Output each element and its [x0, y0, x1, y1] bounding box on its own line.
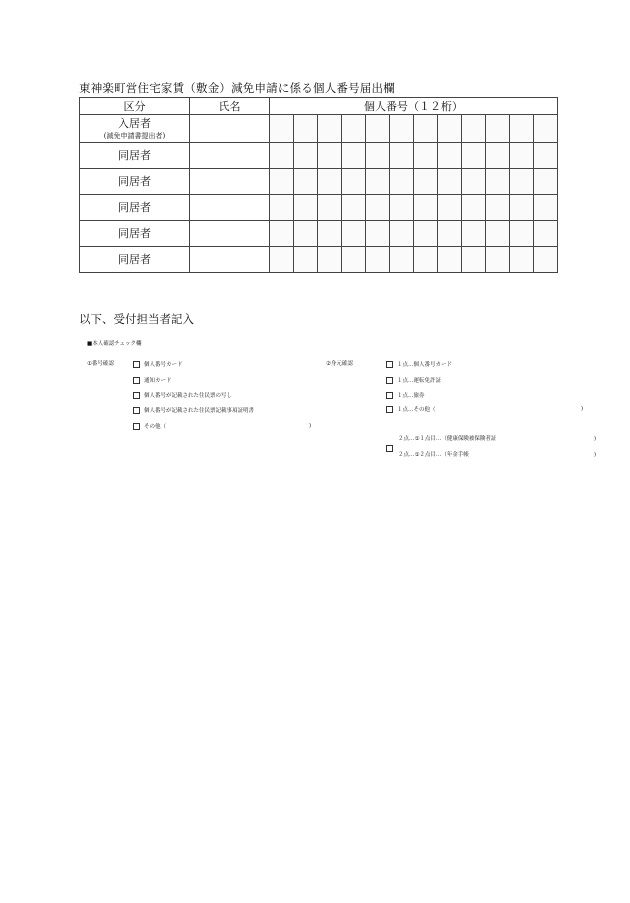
row-category [80, 169, 190, 195]
identity-check-option-label: １点…旅券 [397, 393, 425, 399]
number-check-label: ①番号確認 [87, 361, 114, 367]
checkbox[interactable] [386, 377, 393, 384]
table-row [80, 115, 558, 143]
digit-cell[interactable] [414, 247, 438, 273]
digit-cell[interactable] [366, 247, 390, 273]
digit-cell[interactable] [510, 169, 534, 195]
identity-check-option[interactable] [386, 361, 452, 369]
identity-check-option-label: １点…運転免許証 [397, 378, 442, 384]
digit-cell[interactable] [294, 169, 318, 195]
form-title: 東神楽町営住宅家賃（敷金）減免申請に係る個人番号届出欄 [79, 81, 395, 95]
digit-cell[interactable] [342, 195, 366, 221]
identity-check-option-label: １点…個人番号カード [397, 362, 453, 368]
digit-cell[interactable] [486, 247, 510, 273]
digit-cell[interactable] [438, 221, 462, 247]
digit-cell[interactable] [318, 143, 342, 169]
digit-cell[interactable] [534, 247, 558, 273]
digit-cell[interactable] [462, 221, 486, 247]
header-category: 区分 [80, 98, 190, 115]
digit-cell[interactable] [342, 247, 366, 273]
digit-cell[interactable] [366, 143, 390, 169]
row-category [80, 247, 190, 273]
name-field[interactable] [190, 169, 270, 195]
digit-cell[interactable] [294, 195, 318, 221]
checkbox[interactable] [133, 423, 140, 430]
digit-cell[interactable] [462, 143, 486, 169]
my-number-table [79, 97, 558, 273]
digit-cell[interactable] [270, 221, 294, 247]
digit-cell[interactable] [294, 143, 318, 169]
digit-cell[interactable] [390, 143, 414, 169]
checkbox[interactable] [133, 377, 140, 384]
digit-cell[interactable] [366, 115, 390, 143]
digit-cell[interactable] [342, 115, 366, 143]
digit-cell[interactable] [318, 195, 342, 221]
number-check-option-label: 個人番号が記載された住民票記載事項証明書 [144, 408, 255, 414]
digit-cell[interactable] [270, 169, 294, 195]
table-row [80, 195, 558, 221]
identity-check-title: ■本人確認チェック欄 [87, 341, 142, 347]
digit-cell[interactable] [366, 195, 390, 221]
digit-cell[interactable] [270, 247, 294, 273]
row-category-label: 同居者 [118, 252, 151, 266]
digit-cell[interactable] [462, 247, 486, 273]
checkbox[interactable] [133, 392, 140, 399]
row-category [80, 221, 190, 247]
name-field[interactable] [190, 115, 270, 143]
number-check-option-label: その他（ [144, 424, 167, 430]
table-row [80, 221, 558, 247]
digit-cell[interactable] [438, 143, 462, 169]
name-field[interactable] [190, 247, 270, 273]
digit-cell[interactable] [534, 195, 558, 221]
digit-cell[interactable] [438, 247, 462, 273]
name-field[interactable] [190, 143, 270, 169]
two-point-first-close-paren: ) [594, 436, 597, 442]
name-field[interactable] [190, 195, 270, 221]
digit-cell[interactable] [414, 221, 438, 247]
table-row [80, 247, 558, 273]
digit-cell[interactable] [342, 169, 366, 195]
digit-cell[interactable] [510, 143, 534, 169]
table-row [80, 143, 558, 169]
digit-cell[interactable] [534, 169, 558, 195]
identity-check-option[interactable] [386, 377, 441, 385]
digit-cell[interactable] [486, 169, 510, 195]
digit-cell[interactable] [390, 169, 414, 195]
digit-cell[interactable] [462, 195, 486, 221]
number-other-close-paren: ) [309, 423, 312, 429]
row-category [80, 195, 190, 221]
digit-cell[interactable] [510, 247, 534, 273]
digit-cell[interactable] [486, 143, 510, 169]
digit-cell[interactable] [342, 221, 366, 247]
name-field[interactable] [190, 221, 270, 247]
digit-cell[interactable] [414, 143, 438, 169]
digit-cell[interactable] [318, 247, 342, 273]
digit-cell[interactable] [270, 115, 294, 143]
row-category-label: 同居者 [118, 174, 151, 188]
digit-cell[interactable] [390, 221, 414, 247]
row-category [80, 143, 190, 169]
office-use-heading: 以下、受付担当者記入 [79, 312, 194, 326]
identity-check-option[interactable] [386, 392, 425, 400]
digit-cell[interactable] [438, 169, 462, 195]
digit-cell[interactable] [270, 143, 294, 169]
row-category-label: 入居者 [118, 116, 151, 130]
row-category-sub: (減免申請書提出者) [103, 131, 166, 140]
digit-cell[interactable] [438, 195, 462, 221]
digit-cell[interactable] [462, 115, 486, 143]
digit-cell[interactable] [318, 169, 342, 195]
digit-cell[interactable] [486, 115, 510, 143]
digit-cell[interactable] [294, 247, 318, 273]
row-category-label: 同居者 [118, 226, 151, 240]
checkbox[interactable] [386, 406, 393, 413]
digit-cell[interactable] [486, 221, 510, 247]
number-check-option-label: 通知カード [144, 378, 172, 384]
number-check-option[interactable] [133, 377, 172, 385]
digit-cell[interactable] [510, 195, 534, 221]
row-category-label: 同居者 [118, 200, 151, 214]
digit-cell[interactable] [318, 115, 342, 143]
digit-cell[interactable] [486, 195, 510, 221]
checkbox[interactable] [386, 361, 393, 368]
row-category-label: 同居者 [118, 148, 151, 162]
digit-cell[interactable] [438, 115, 462, 143]
checkbox[interactable] [386, 392, 393, 399]
checkbox[interactable] [133, 407, 140, 414]
digit-cell[interactable] [390, 247, 414, 273]
two-point-checkbox[interactable] [386, 445, 393, 452]
digit-cell[interactable] [390, 195, 414, 221]
number-check-option[interactable] [133, 407, 254, 415]
number-check-option-label: 個人番号カード [144, 362, 183, 368]
digit-cell[interactable] [342, 143, 366, 169]
digit-cell[interactable] [294, 221, 318, 247]
identity-check-option[interactable] [386, 406, 436, 414]
checkbox[interactable] [133, 361, 140, 368]
digit-cell[interactable] [318, 221, 342, 247]
digit-cell[interactable] [390, 115, 414, 143]
digit-cell[interactable] [534, 221, 558, 247]
digit-cell[interactable] [270, 195, 294, 221]
digit-cell[interactable] [414, 115, 438, 143]
digit-cell[interactable] [366, 169, 390, 195]
digit-cell[interactable] [534, 115, 558, 143]
digit-cell[interactable] [462, 169, 486, 195]
number-check-option[interactable] [133, 423, 166, 431]
digit-cell[interactable] [510, 221, 534, 247]
header-name: 氏名 [190, 98, 270, 115]
two-point-second-close-paren: ) [594, 452, 597, 458]
digit-cell[interactable] [294, 115, 318, 143]
table-header-row [80, 98, 558, 115]
digit-cell[interactable] [414, 195, 438, 221]
identity-check-label: ②身元確認 [326, 361, 353, 367]
header-number: 個人番号（１２桁） [270, 98, 558, 115]
row-category [80, 115, 190, 143]
digit-cell[interactable] [366, 221, 390, 247]
digit-cell[interactable] [510, 115, 534, 143]
number-check-option-label: 個人番号が記載された住民票の写し [144, 393, 233, 399]
digit-cell[interactable] [534, 143, 558, 169]
two-point-first-label: ２点…①１点目…（健康保険被保険者証 [398, 436, 497, 442]
number-check-option[interactable] [133, 392, 232, 400]
number-check-option[interactable] [133, 361, 183, 369]
two-point-second-label: ２点…①２点目…（年金手帳 [398, 452, 469, 458]
digit-cell[interactable] [414, 169, 438, 195]
identity-other-close-paren: ) [581, 406, 584, 412]
table-row [80, 169, 558, 195]
identity-check-option-label: １点…その他（ [397, 407, 436, 413]
